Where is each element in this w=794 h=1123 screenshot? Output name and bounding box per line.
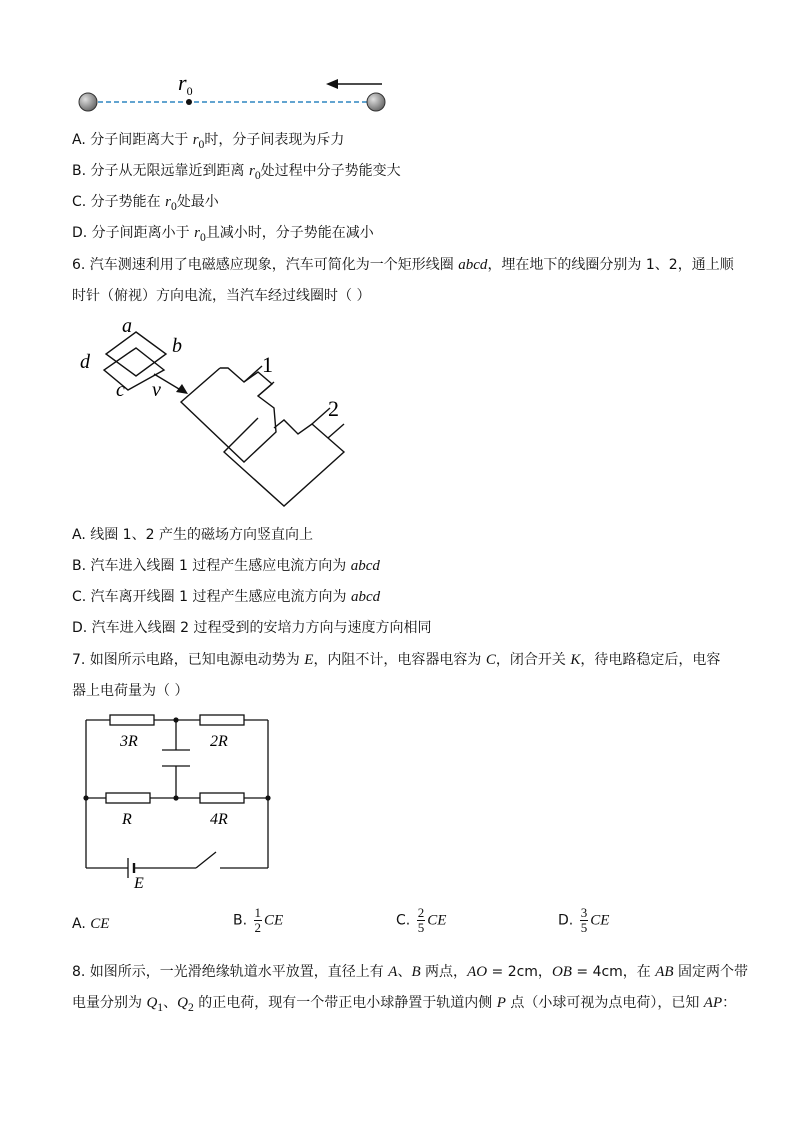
coil-2	[224, 418, 344, 506]
q7-stem-line2: 器上电荷量为（ ）	[72, 683, 189, 699]
q5-option-a[interactable]: A. 分子间距离大于 $r_0$时，分子间表现为斥力	[72, 132, 345, 151]
node-mid-center	[173, 795, 178, 800]
molecule-left	[79, 93, 97, 111]
coil-figure	[76, 312, 376, 512]
q5-option-d[interactable]: D. 分子间距离小于 $r_0$且减小时，分子势能在减小	[72, 225, 374, 244]
q5-option-c[interactable]: C. 分子势能在 $r_0$处最小	[72, 194, 219, 213]
molecule-right	[367, 93, 385, 111]
coil-1-label: 1	[262, 352, 273, 377]
resistor-2r	[200, 715, 244, 725]
label-v: v	[152, 379, 161, 401]
coil-2-label: 2	[328, 396, 339, 421]
label-d: d	[80, 351, 90, 373]
label-c: c	[116, 379, 125, 401]
q6-option-a[interactable]: A. 线圈 1、2 产生的磁场方向竖直向上	[72, 527, 313, 543]
node-mid-right	[265, 795, 270, 800]
q7-stem-line1: 7. 如图所示电路，已知电源电动势为 E，内阻不计，电容器电容为 C，闭合开关 K，待电路稳定后，电容	[72, 652, 721, 668]
q6-option-d[interactable]: D. 汽车进入线圈 2 过程受到的安培力方向与速度方向相同	[72, 620, 432, 636]
node-top-mid	[173, 717, 178, 722]
label-4r: 4R	[210, 811, 228, 828]
coil-2-lead-b	[328, 424, 344, 438]
resistor-4r	[200, 793, 244, 803]
q6-option-c[interactable]: C. 汽车离开线圈 1 过程产生感应电流方向为 abcd	[72, 589, 381, 605]
q6-stem-line1: 6. 汽车测速利用了电磁感应现象，汽车可简化为一个矩形线圈 abcd，埋在地下的线圈分别为 1、2，通上顺	[72, 257, 734, 273]
q8-stem-line2: 电量分别为 $Q_1$、$Q_2$ 的正电荷，现有一个带正电小球静置于轨道内侧 P 点（小球可视为点电荷），已知 AP：	[72, 995, 737, 1014]
q6-option-b[interactable]: B. 汽车进入线圈 1 过程产生感应电流方向为 abcd	[72, 558, 380, 574]
resistor-3r	[110, 715, 154, 725]
label-3r: 3R	[120, 733, 138, 750]
car-loop-shape	[106, 332, 166, 376]
label-2r: 2R	[210, 733, 228, 750]
label-e: E	[134, 875, 144, 892]
q6-stem-line2: 时针（俯视）方向电流，当汽车经过线圈时（ ）	[72, 288, 371, 304]
switch-k[interactable]	[196, 852, 216, 868]
q7-option-c[interactable]: C. $\frac{2}{5}$ CE	[396, 905, 447, 935]
molecule-figure	[70, 68, 390, 118]
q5-option-b[interactable]: B. 分子从无限远靠近到距离 $r_0$处过程中分子势能变大	[72, 163, 401, 182]
q8-stem-line1: 8. 如图所示，一光滑绝缘轨道水平放置，直径上有 A、B 两点，AO = 2cm，OB = 4cm，在 AB 固定两个带	[72, 964, 749, 980]
label-a: a	[122, 315, 132, 337]
coil-1-lead-b	[258, 382, 274, 396]
label-r: R	[122, 811, 132, 828]
r0-label: $r_0$	[178, 70, 193, 98]
arrow-head	[326, 79, 338, 89]
q7-option-b[interactable]: B. $\frac{1}{2}$ CE	[233, 905, 284, 935]
circuit-figure	[84, 712, 284, 892]
q7-option-d[interactable]: D. $\frac{3}{5}$ CE	[558, 905, 610, 935]
label-b: b	[172, 335, 182, 357]
resistor-r	[106, 793, 150, 803]
r0-point	[186, 99, 192, 105]
q7-option-a[interactable]: A. CE	[72, 916, 110, 932]
node-mid-left	[83, 795, 88, 800]
